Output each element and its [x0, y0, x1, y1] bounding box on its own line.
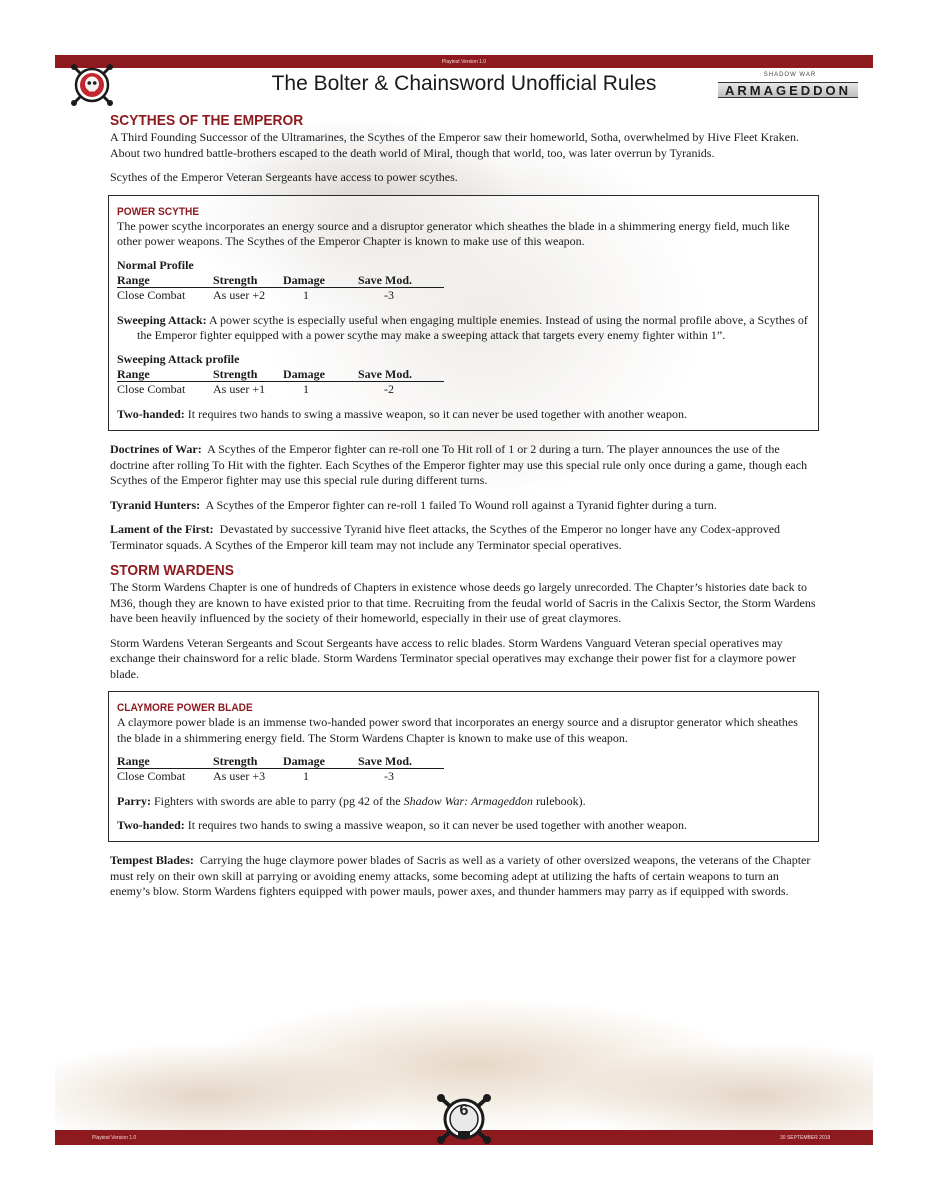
- section-heading-scythes: SCYTHES OF THE EMPEROR: [110, 112, 304, 129]
- parry-rule: [117, 794, 810, 810]
- rule-text: rulebook).: [535, 794, 586, 808]
- table-cell: As user +1: [213, 381, 266, 396]
- column-header: Strength: [213, 754, 283, 769]
- rule-text: A power scythe is especially useful when engaging multiple enemies. Instead of using the normal profile above, a Scythes of the Emperor fighter equipped with a power scythe may make a sweeping attack that targets every enemy fighter within 1”.: [137, 312, 808, 342]
- column-header: Damage: [283, 367, 358, 382]
- claymore-description: A claymore power blade is an immense two-handed power sword that incorporates an energy source and a disruptor generator which sheathes the blade in a shimmering energy field. The Storm Wardens Chapter is known to make use of this weapon.: [117, 715, 798, 745]
- table-cell: -2: [384, 381, 394, 396]
- power-scythe-box: [108, 195, 819, 432]
- table-cell: Close Combat: [117, 381, 186, 396]
- rule-label: Parry:: [117, 794, 151, 808]
- storm-wardens-access: Storm Wardens Veteran Sergeants and Scout Sergeants have access to relic blades. Storm Wardens Vanguard Veteran special operatives may exchange their chainsword for a relic blade. Storm Wardens Terminator special operatives may exchange their power fist for a claymore power blade.: [110, 635, 796, 681]
- table-cell: Close Combat: [117, 287, 186, 302]
- rule-text: Carrying the huge claymore power blades of Sacris as well as a variety of other oversized weapons, the veterans of the Chapter must rely on their own skill at parrying or avoiding enemy attacks, some becoming adept at utilizing the hafts of certain weapons to turn an enemy’s blow. Storm Wardens fighters equipped with power mauls, power axes, and thunder hammers may parry as if equipped with swords.: [110, 853, 811, 898]
- rule-label: Lament of the First:: [110, 522, 214, 536]
- armageddon-logo: [718, 76, 858, 100]
- rule-text: A Scythes of the Emperor fighter can re-roll one To Hit roll of 1 or 2 during a turn. The player announces the use of the doctrine after rolling To Hit with the fighter. Each Scythes of the Emperor fighter may use this special rule only once during a game, though each Scythes of the Emperor fighter may use this special rule during different turns.: [110, 442, 808, 487]
- rule-label: Two-handed:: [117, 406, 185, 421]
- scythes-intro: A Third Founding Successor of the Ultramarines, the Scythes of the Emperor saw their homeworld, Sotha, overwhelmed by Hive Fleet Kraken. About two hundred battle-brothers escaped to the death world of Miral, though that world, too, was later overrun by Tyranids.: [110, 130, 799, 160]
- rule-label: Sweeping Attack:: [117, 312, 207, 327]
- sweeping-profile-table: [117, 367, 444, 397]
- claymore-power-blade-box: [108, 691, 819, 842]
- header-strip: [55, 55, 873, 68]
- column-header: Strength: [213, 367, 283, 382]
- rule-label: Two-handed:: [117, 817, 185, 832]
- table-header-row: [117, 273, 444, 288]
- column-header: Damage: [283, 273, 358, 288]
- doctrines-of-war-rule: [110, 442, 820, 489]
- logo-wordmark: ARMAGEDDON: [718, 82, 858, 98]
- table-cell: As user +2: [213, 287, 266, 302]
- storm-wardens-intro: The Storm Wardens Chapter is one of hundreds of Chapters in existence whose deeds go largely unrecorded. The Chapter’s histories date back to M36, though they are known to have existed prior to that time. Recruiting from the feudal world of Sacris in the Calixis Sector, the Storm Wardens have been heavily influenced by the society of their homeworld, especially in their use of great claymores.: [110, 580, 816, 625]
- rule-text: Devastated by successive Tyranid hive fleet attacks, the Scythes of the Emperor no longer have any Codex-approved Terminator squads. A Scythes of the Emperor kill team may not include any Terminator special operatives.: [110, 522, 781, 552]
- two-handed-rule: [117, 407, 810, 423]
- footer-date: 30 SEPTEMBER 2019: [780, 1135, 831, 1141]
- column-header: Save Mod.: [358, 367, 444, 382]
- column-header: Damage: [283, 754, 358, 769]
- sweeping-attack-rule: [117, 313, 810, 344]
- power-scythe-heading: POWER SCYTHE: [117, 205, 200, 218]
- page-content: [110, 110, 820, 909]
- table-row: [117, 769, 444, 785]
- table-cell: As user +3: [213, 769, 266, 783]
- two-handed-rule: [117, 818, 810, 834]
- rule-text: A Scythes of the Emperor fighter can re-roll 1 failed To Wound roll against a Tyranid fighter during a turn.: [205, 497, 717, 512]
- rule-text: It requires two hands to swing a massive weapon, so it can never be used together with another weapon.: [187, 406, 687, 421]
- table-row: [117, 381, 444, 397]
- table-cell: -3: [384, 287, 394, 302]
- page-number-badge: [435, 1090, 493, 1148]
- column-header: Range: [117, 273, 213, 288]
- claymore-profile-table: [117, 754, 444, 784]
- rule-text: Fighters with swords are able to parry (pg 42 of the: [153, 794, 401, 808]
- table-cell: 1: [303, 287, 309, 302]
- column-header: Range: [117, 754, 213, 769]
- tempest-blades-rule: [110, 853, 820, 900]
- version-label: Playtest Version 1.0: [441, 58, 487, 65]
- normal-profile-label: Normal Profile: [117, 257, 194, 272]
- rulebook-title: Shadow War: Armageddon: [403, 794, 533, 808]
- table-row: [117, 287, 444, 303]
- rule-text: It requires two hands to swing a massive weapon, so it can never be used together with another weapon.: [187, 817, 687, 832]
- logo-subtitle: SHADOW WAR: [763, 72, 817, 78]
- column-header: Save Mod.: [358, 273, 444, 288]
- table-header-row: [117, 754, 444, 769]
- rule-label: Tyranid Hunters:: [110, 497, 201, 512]
- scythes-access: Scythes of the Emperor Veteran Sergeants have access to power scythes.: [110, 170, 458, 184]
- power-scythe-description: The power scythe incorporates an energy source and a disruptor generator which sheathes the blade in a shimmering energy field, much like other power weapons. The Scythes of the Emperor Chapter is known to make use of this weapon.: [117, 218, 790, 248]
- table-cell: Close Combat: [117, 769, 186, 783]
- normal-profile-table: [117, 273, 444, 303]
- footer-version: Playtest Version 1.0: [92, 1135, 137, 1141]
- column-header: Range: [117, 367, 213, 382]
- rule-label: Tempest Blades:: [110, 853, 194, 867]
- table-header-row: [117, 367, 444, 382]
- claymore-heading: CLAYMORE POWER BLADE: [117, 702, 253, 714]
- tyranid-hunters-rule: [110, 498, 820, 514]
- document-title: The Bolter & Chainsword Unofficial Rules: [271, 72, 657, 95]
- table-cell: -3: [384, 769, 394, 783]
- table-cell: 1: [303, 769, 309, 783]
- rule-label: Doctrines of War:: [110, 442, 202, 456]
- table-cell: 1: [303, 381, 309, 396]
- section-heading-storm-wardens: STORM WARDENS: [110, 562, 234, 579]
- column-header: Strength: [213, 273, 283, 288]
- sweeping-profile-label: Sweeping Attack profile: [117, 351, 240, 366]
- column-header: Save Mod.: [358, 754, 444, 769]
- page-number: 6: [459, 1102, 469, 1119]
- lament-of-the-first-rule: [110, 522, 820, 553]
